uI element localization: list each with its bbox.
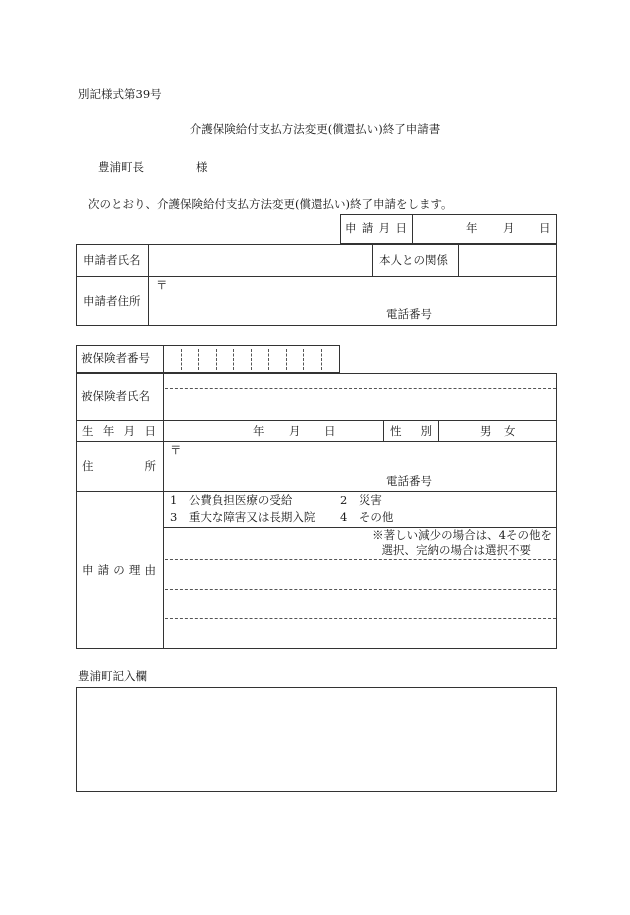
insured-phone-label: 電話番号: [386, 474, 432, 488]
applicant-postal-mark: 〒: [156, 278, 168, 292]
applicant-name-label: 申請者氏名: [83, 253, 141, 267]
insured-address-label: 住 所: [82, 459, 156, 473]
application-date-label: 申 請 月 日: [345, 221, 407, 235]
reason-option-1[interactable]: 1 公費負担医療の受給: [170, 493, 293, 507]
intro-text: 次のとおり、介護保険給付支払方法変更(償還払い)終了申請をします。: [88, 197, 453, 211]
form-number: 別記様式第39号: [78, 87, 162, 101]
applicant-phone-label: 電話番号: [386, 307, 432, 321]
reason-option-4[interactable]: 4 その他: [340, 510, 394, 524]
dob-year: 年: [253, 424, 265, 438]
insured-name-field[interactable]: [164, 374, 556, 419]
sex-label: 性 別: [390, 424, 432, 438]
insured-postal-mark: 〒: [170, 443, 182, 457]
reason-option-3[interactable]: 3 重大な障害又は長期入院: [170, 510, 316, 524]
application-date-day: 日: [539, 221, 551, 235]
dob-day: 日: [324, 424, 336, 438]
office-use-label: 豊浦町記入欄: [78, 669, 147, 683]
application-date-month: 月: [503, 221, 515, 235]
applicant-address-field[interactable]: [149, 277, 556, 325]
sex-option-female[interactable]: 女: [504, 424, 516, 438]
reason-note-line2: 選択、完納の場合は選択不要: [381, 543, 531, 557]
reason-label: 申 請 の 理 由: [82, 563, 156, 577]
reason-detail-field[interactable]: [164, 560, 556, 648]
applicant-address-label: 申請者住所: [83, 294, 141, 308]
insured-number-field[interactable]: [164, 346, 339, 372]
dob-field[interactable]: [164, 421, 382, 440]
insured-name-label: 被保険者氏名: [81, 389, 150, 403]
form-title: 介護保険給付支払方法変更(償還払い)終了申請書: [189, 122, 441, 136]
relation-field[interactable]: [459, 245, 556, 275]
dob-month: 月: [289, 424, 301, 438]
insured-number-label: 被保険者番号: [81, 351, 150, 365]
insured-address-field[interactable]: [164, 442, 556, 490]
addressee-name: 豊浦町長: [98, 160, 144, 174]
application-date-field[interactable]: [413, 215, 556, 243]
dob-label: 生 年 月 日: [82, 424, 156, 438]
reason-note-line1: ※著しい減少の場合は、4その他を: [372, 528, 552, 542]
office-use-box[interactable]: [76, 687, 557, 792]
reason-option-2[interactable]: 2 災害: [340, 493, 382, 507]
applicant-name-field[interactable]: [149, 245, 371, 275]
application-date-year: 年: [466, 221, 478, 235]
sex-option-male[interactable]: 男: [480, 424, 492, 438]
addressee-honorific: 様: [196, 160, 208, 174]
relation-label: 本人との関係: [379, 253, 448, 267]
